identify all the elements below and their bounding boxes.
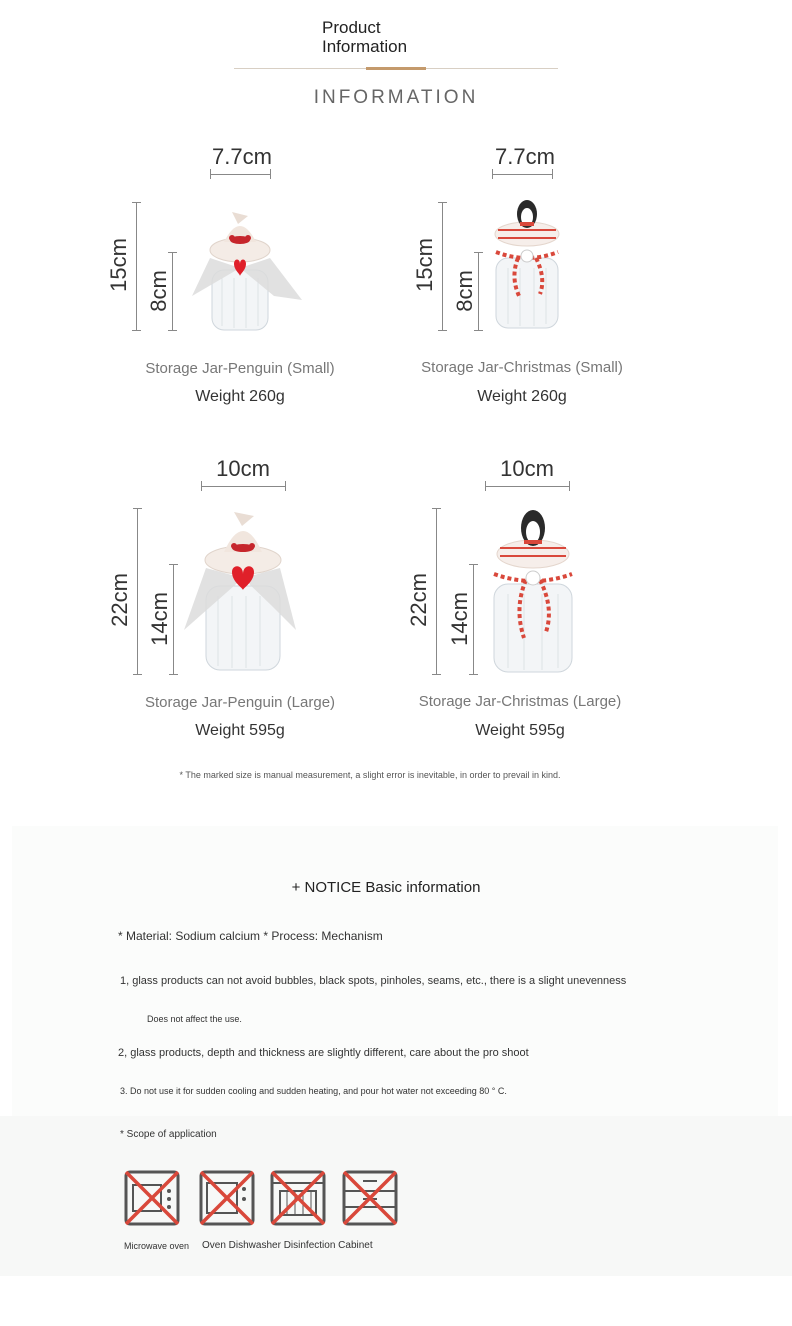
body-height-label: 8cm (145, 270, 171, 312)
notice-panel (12, 826, 778, 1116)
notice-line-2: 2, glass products, depth and thickness are slightly different, care about the pro shoot (118, 1047, 529, 1059)
penguin-ribbon-jar-icon (184, 506, 304, 676)
notice-line-1-sub: Does not affect the use. (147, 1014, 242, 1024)
total-height-label: 22cm (405, 573, 431, 627)
product-card-penguin-large (90, 452, 390, 752)
disinfection-cabinet-prohibited-icon (341, 1169, 399, 1227)
width-dimension-line (485, 486, 569, 487)
body-height-dimension-line (172, 252, 173, 330)
notice-line-1: 1, glass products can not avoid bubbles, black spots, pinholes, seams, etc., there is a slight unevenness (120, 975, 627, 987)
product-weight: Weight 595g (195, 722, 285, 739)
christmas-rope-jar-icon (490, 198, 570, 333)
total-height-dimension-line (442, 202, 443, 330)
other-appliances-label: Oven Dishwasher Disinfection Cabinet (202, 1240, 373, 1251)
body-height-dimension-line (473, 564, 474, 674)
product-width-label: 10cm (500, 456, 554, 481)
christmas-rope-jar-icon (492, 508, 578, 678)
microwave-prohibited-icon (123, 1169, 181, 1227)
total-height-label: 22cm (106, 573, 132, 627)
microwave-oven-label: Microwave oven (124, 1241, 190, 1251)
product-width-label: 7.7cm (495, 144, 555, 169)
page-title: Product Information (322, 18, 408, 56)
notice-line-3: 3. Do not use it for sudden cooling and sudden heating, and pour hot water not exceeding 80 ° C. (120, 1086, 507, 1096)
penguin-ribbon-jar-icon (190, 200, 310, 335)
product-card-christmas-large (370, 452, 670, 752)
body-height-label: 8cm (451, 270, 477, 312)
width-dimension-line (492, 174, 552, 175)
total-height-label: 15cm (411, 238, 437, 292)
total-height-dimension-line (136, 202, 137, 330)
total-height-label: 15cm (105, 238, 131, 292)
body-height-dimension-line (478, 252, 479, 330)
product-weight: Weight 260g (195, 388, 285, 405)
oven-prohibited-icon (198, 1169, 256, 1227)
product-name: Storage Jar-Penguin (Small) (145, 360, 335, 377)
product-card-christmas-small (372, 140, 672, 440)
product-width-label: 7.7cm (212, 144, 272, 169)
product-name: Storage Jar-Penguin (Large) (144, 694, 336, 711)
body-height-label: 14cm (146, 592, 172, 646)
body-height-label: 14cm (446, 592, 472, 646)
width-dimension-line (201, 486, 285, 487)
notice-material: * Material: Sodium calcium * Process: Mechanism (118, 929, 383, 943)
product-name: Storage Jar-Christmas (Large) (418, 693, 622, 710)
product-weight: Weight 595g (475, 722, 565, 739)
section-heading: INFORMATION (313, 87, 479, 108)
measurement-footnote: * The marked size is manual measurement, a slight error is inevitable, in order to prevail in kind. (179, 770, 561, 780)
header-divider-accent (366, 67, 426, 70)
product-name: Storage Jar-Christmas (Small) (421, 359, 623, 376)
dishwasher-prohibited-icon (269, 1169, 327, 1227)
total-height-dimension-line (137, 508, 138, 674)
product-card-penguin-small (90, 140, 390, 440)
product-weight: Weight 260g (477, 388, 567, 405)
product-width-label: 10cm (216, 456, 270, 481)
notice-title: + NOTICE Basic information (291, 879, 481, 896)
width-dimension-line (210, 174, 270, 175)
total-height-dimension-line (436, 508, 437, 674)
body-height-dimension-line (173, 564, 174, 674)
scope-title: * Scope of application (120, 1129, 217, 1140)
